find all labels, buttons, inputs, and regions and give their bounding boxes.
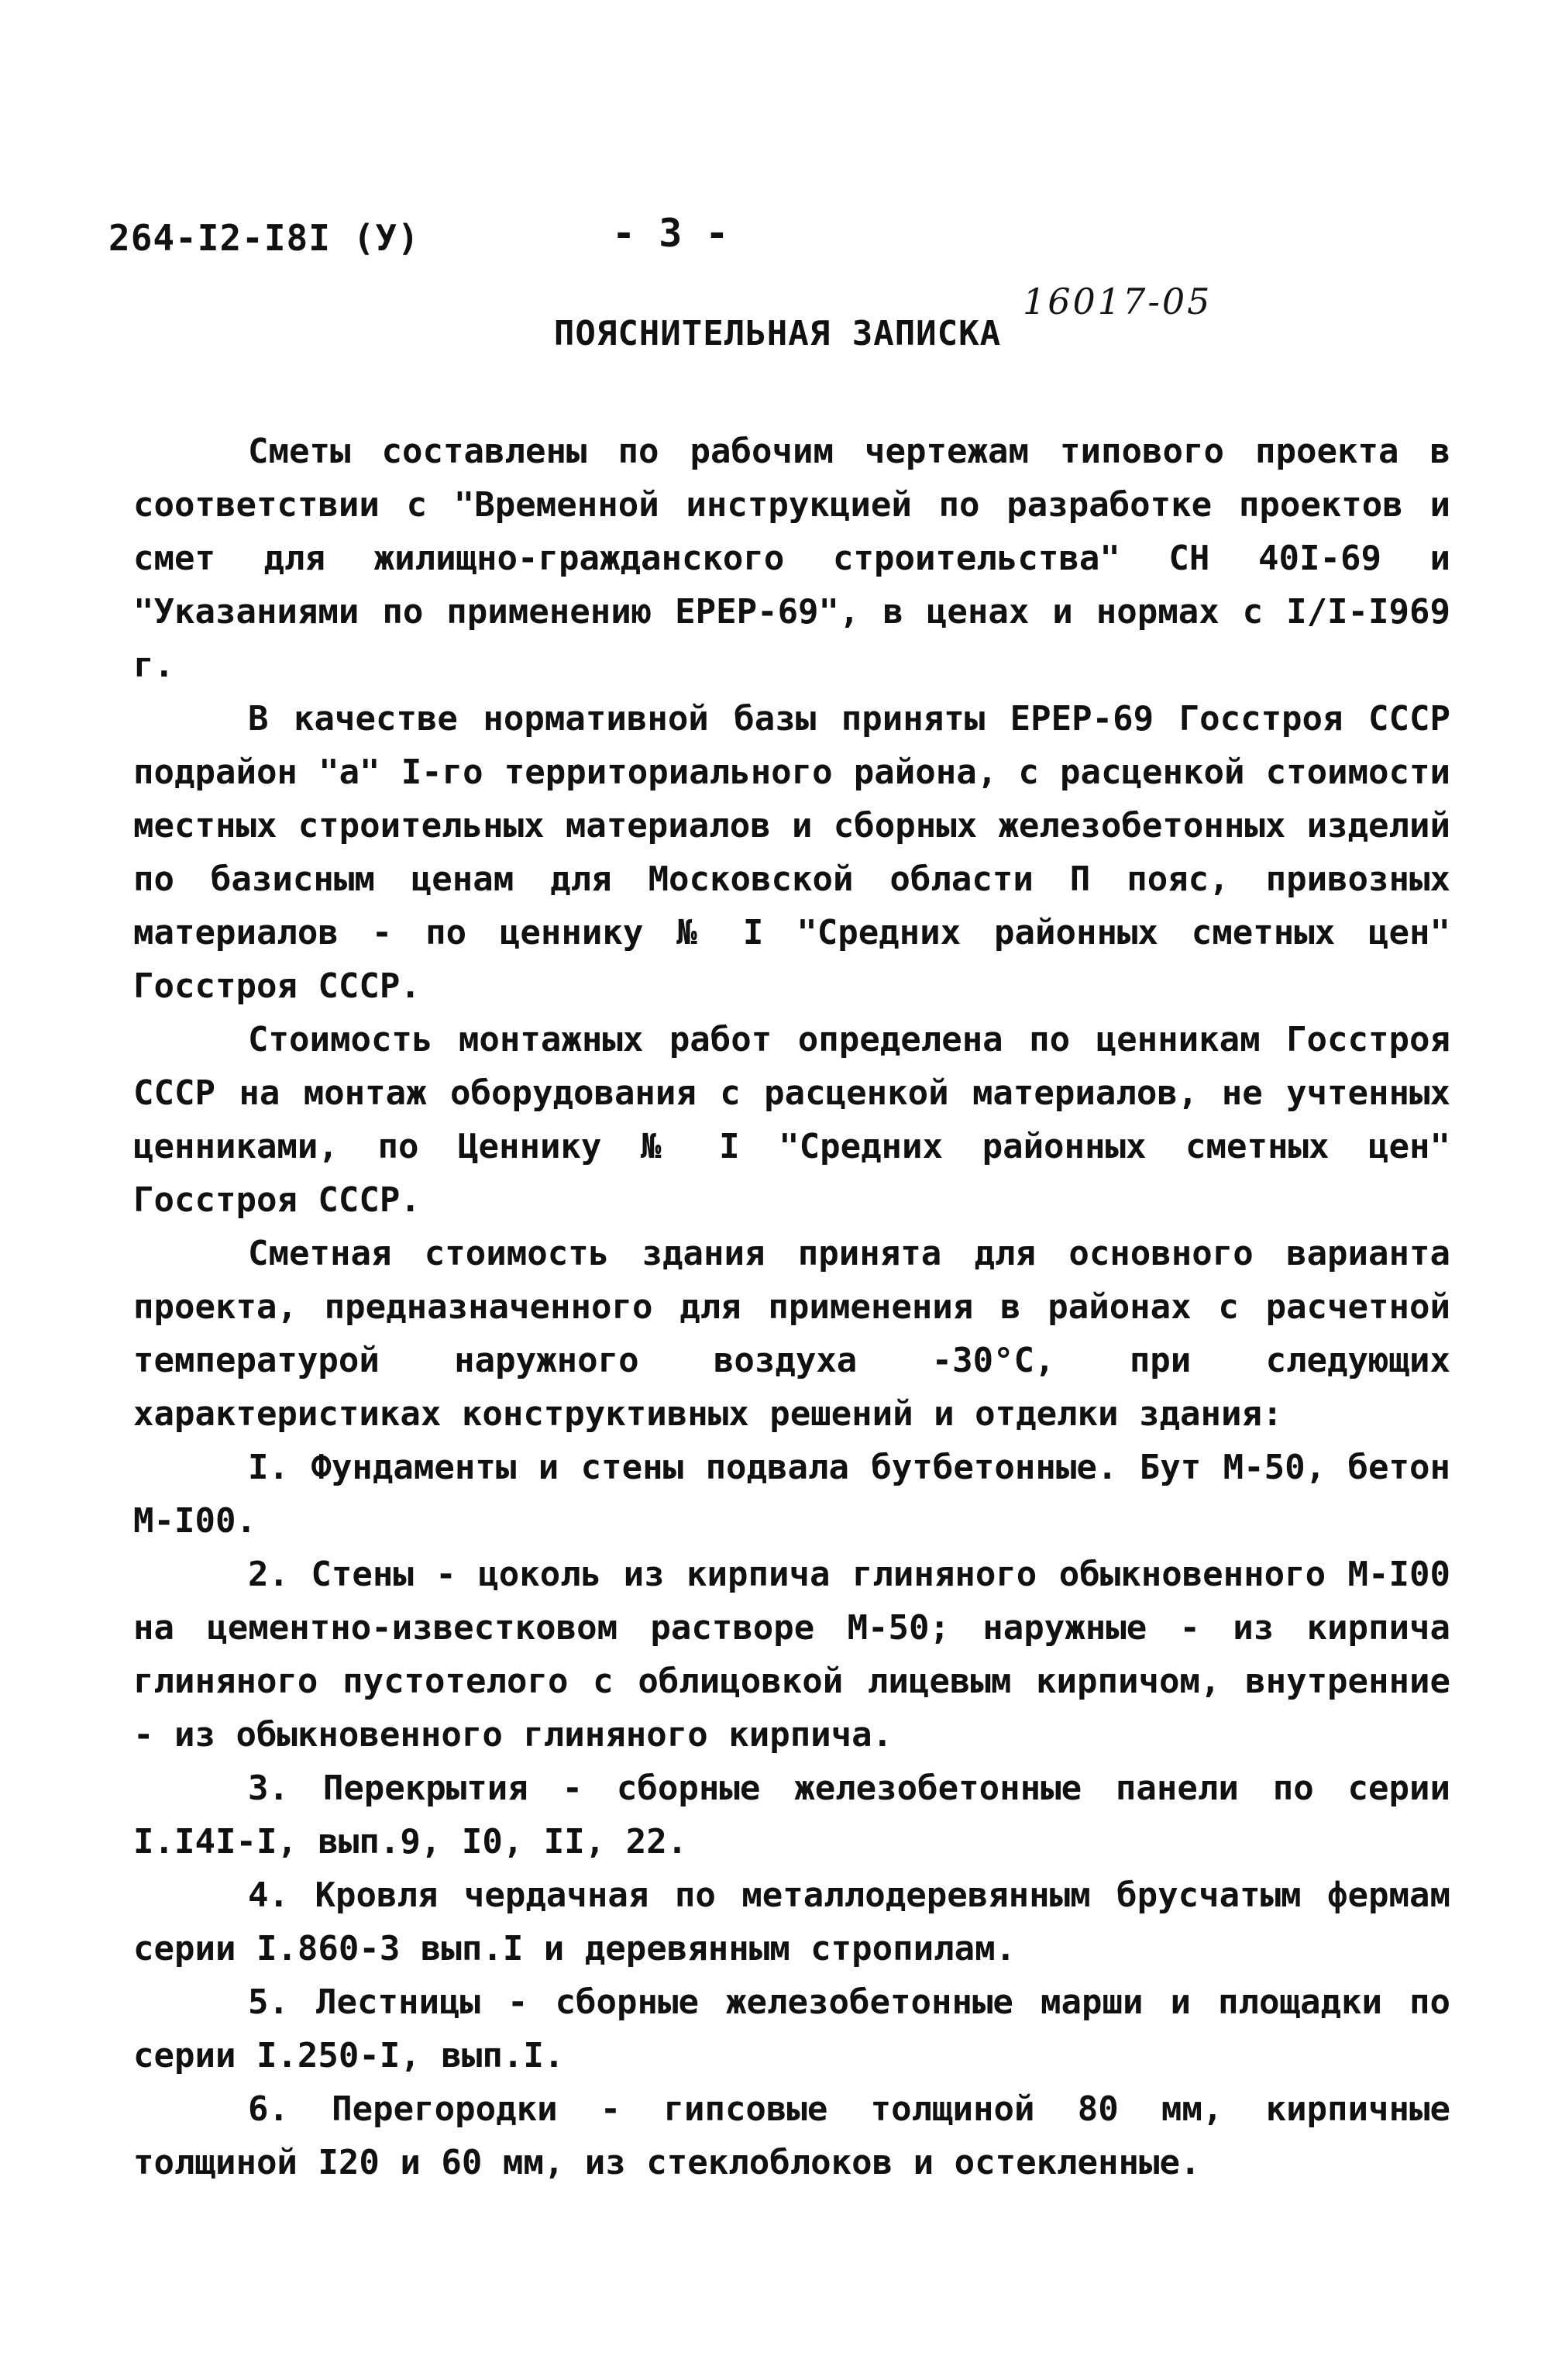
document-body [133, 425, 1450, 2189]
document-code: 264-I2-I8I (У) [108, 217, 420, 259]
paragraph: Сметы составлены по рабочим чертежам типового проекта в соответствии с "Временной инструкцией по разработке проектов и смет для жилищно-гражданского строительства" СН 40I-69 и "Указаниями по применению ЕРЕР-69", в ценах и нормах с I/I-I969 г. [133, 432, 1450, 685]
list-item: 3. Перекрытия - сборные железобетонные панели по серии I.I4I-I, вып.9, I0, II, 22. [133, 1769, 1450, 1862]
handwritten-inventory-number: 16017-05 [1023, 281, 1213, 322]
document-title: ПОЯСНИТЕЛЬНАЯ ЗАПИСКА [553, 314, 1002, 353]
paragraph: Сметная стоимость здания принята для основного варианта проекта, предназначенного для применения в районах с расчетной температурой наружного воздуха -30°С, при следующих характеристиках конструктивных решений и отделки здания: [133, 1234, 1450, 1434]
paragraph: В качестве нормативной базы приняты ЕРЕР-69 Госстроя СССР подрайон "а" I-го территориального района, с расценкой стоимости местных строительных материалов и сборных железобетонных изделий по базисным ценам для Московской области П пояс, привозных материалов - по ценнику № I "Средних районных сметных цен" Госстроя СССР. [133, 699, 1450, 1006]
list-item: I. Фундаменты и стены подвала бутбетонные. Бут М-50, бетон М-I00. [133, 1448, 1450, 1541]
list-item: 2. Стены - цоколь из кирпича глиняного обыкновенного М-I00 на цементно-известковом растворе М-50; наружные - из кирпича глиняного пустотелого с облицовкой лицевым кирпичом, внутренние - из обыкновенного глиняного кирпича. [133, 1555, 1450, 1755]
page-number: - 3 - [612, 211, 729, 256]
list-item: 4. Кровля чердачная по металлодеревянным брусчатым фермам серии I.860-3 вып.I и деревянным стропилам. [133, 1875, 1450, 1968]
list-item: 5. Лестницы - сборные железобетонные марши и площадки по серии I.250-I, вып.I. [133, 1982, 1450, 2075]
paragraph: Стоимость монтажных работ определена по ценникам Госстроя СССР на монтаж оборудования с расценкой материалов, не учтенных ценниками, по Ценнику № I "Средних районных сметных цен" Госстроя СССР. [133, 1020, 1450, 1220]
list-item: 6. Перегородки - гипсовые толщиной 80 мм, кирпичные толщиной I20 и 60 мм, из стеклоблоков и остекленные. [133, 2089, 1450, 2182]
